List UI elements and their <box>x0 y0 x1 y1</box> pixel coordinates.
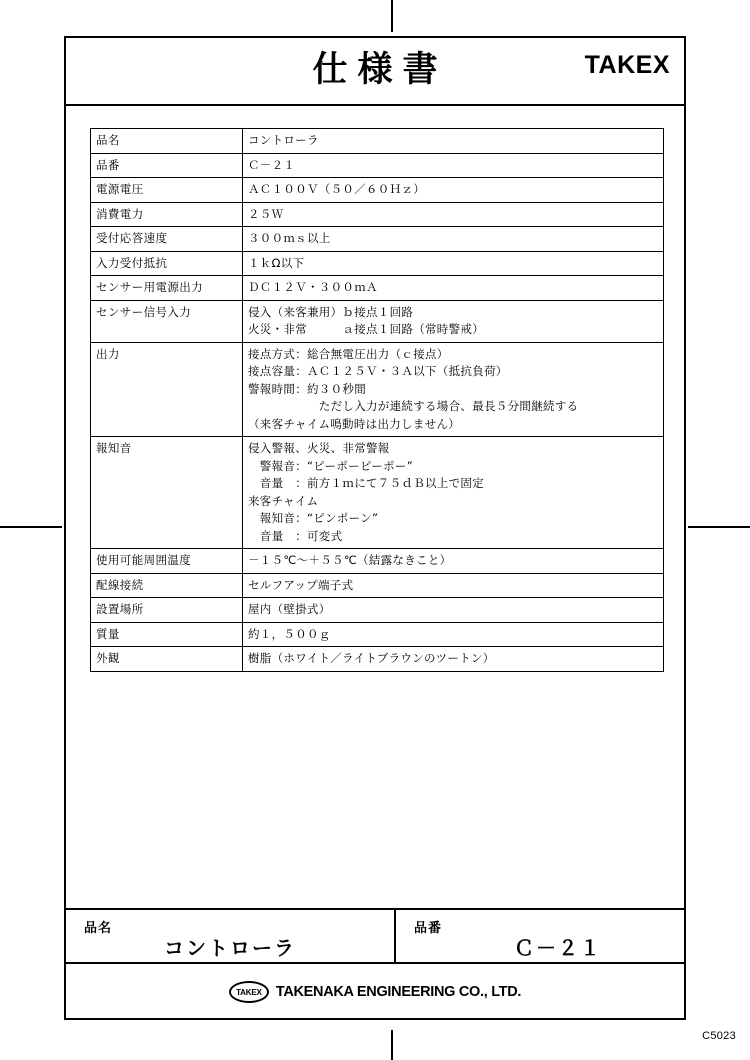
table-row <box>91 437 664 549</box>
spec-value-cell <box>243 276 664 301</box>
spec-key-cell: 出力 <box>91 342 243 437</box>
spec-value-cell <box>243 549 664 574</box>
table-row <box>91 276 664 301</box>
spec-value-line: 報知音：“ピンポーン” <box>248 511 379 525</box>
footer-product-code-value: Ｃ－２１ <box>514 936 602 960</box>
spec-value-cell <box>243 573 664 598</box>
spec-key-cell: 消費電力 <box>91 202 243 227</box>
spec-value-line: 屋内（壁掛式） <box>248 602 331 616</box>
company-name: TAKENAKA ENGINEERING CO., LTD. <box>275 984 522 1000</box>
spec-value-line: Ｃ－２１ <box>248 157 296 172</box>
spec-value-cell <box>243 300 664 342</box>
table-row <box>91 178 664 203</box>
spec-value-line: （来客チャイム鳴動時は出力しません） <box>248 416 461 431</box>
product-identification-block <box>66 908 684 964</box>
spec-value-line: 音量 ：可変式 <box>248 528 343 543</box>
footer-divider <box>394 910 396 962</box>
spec-value-line: ＡＣ１００Ｖ（５０／６０Ｈｚ） <box>248 182 425 196</box>
spec-value-cell <box>243 178 664 203</box>
footer-product-code-label: 品番 <box>414 921 443 936</box>
spec-value-line: 火災・非常 ａ接点１回路（常時警戒） <box>248 322 484 336</box>
spec-value-cell <box>243 598 664 623</box>
spec-key-cell: センサー信号入力 <box>91 300 243 342</box>
crop-mark-bottom <box>391 1030 393 1060</box>
spec-value-cell <box>243 647 664 672</box>
spec-key-cell: 電源電圧 <box>91 178 243 203</box>
crop-mark-right <box>688 526 750 528</box>
spec-value-cell <box>243 251 664 276</box>
spec-value-cell <box>243 437 664 549</box>
spec-value-line: 来客チャイム <box>248 493 319 508</box>
table-row <box>91 129 664 154</box>
spec-key-cell: 品名 <box>91 129 243 154</box>
footer-product-name-label: 品名 <box>84 921 113 936</box>
table-row <box>91 647 664 672</box>
spec-value-line: 警報音：“ピーポーピーポー” <box>248 458 413 473</box>
spec-value-line: ２５Ｗ <box>248 206 284 221</box>
spec-value-line: －１５℃～＋５５℃（結露なきこと） <box>248 553 452 567</box>
specification-sheet <box>64 36 686 1020</box>
specification-table-body <box>91 129 664 672</box>
table-row <box>91 342 664 437</box>
spec-value-cell <box>243 129 664 154</box>
spec-value-line: 侵入警報、火災、非常警報 <box>248 441 390 455</box>
spec-key-cell: 配線接続 <box>91 573 243 598</box>
spec-value-cell <box>243 227 664 252</box>
table-row <box>91 153 664 178</box>
spec-value-cell <box>243 342 664 437</box>
spec-key-cell: 品番 <box>91 153 243 178</box>
page-title: 仕様書 <box>312 50 448 90</box>
table-row <box>91 549 664 574</box>
spec-value-line: ＤＣ１２Ｖ・３００ｍＡ <box>248 280 378 294</box>
title-band <box>66 38 684 106</box>
spec-value-cell <box>243 622 664 647</box>
spec-key-cell: 外観 <box>91 647 243 672</box>
spec-value-line: 約１，５００ｇ <box>248 626 331 641</box>
spec-key-cell: 報知音 <box>91 437 243 549</box>
company-bar <box>66 966 684 1018</box>
table-row <box>91 251 664 276</box>
specification-table <box>90 128 664 672</box>
spec-key-cell: 設置場所 <box>91 598 243 623</box>
takex-oval-logo-text: TAKEX <box>236 987 262 997</box>
spec-value-line: 接点容量：ＡＣ１２５Ｖ・３Ａ以下（抵抗負荷） <box>248 364 508 378</box>
spec-key-cell: 質量 <box>91 622 243 647</box>
spec-value-line: 樹脂（ホワイト／ライトブラウンのツートン） <box>248 651 495 665</box>
table-row <box>91 202 664 227</box>
spec-key-cell: 入力受付抵抗 <box>91 251 243 276</box>
table-row <box>91 622 664 647</box>
document-code: C5023 <box>702 1030 736 1042</box>
crop-mark-left <box>0 526 62 528</box>
crop-mark-top <box>391 0 393 32</box>
spec-key-cell: センサー用電源出力 <box>91 276 243 301</box>
spec-value-line: セルフアップ端子式 <box>248 577 354 592</box>
spec-key-cell: 受付応答速度 <box>91 227 243 252</box>
spec-value-line: 接点方式：総合無電圧出力（ｃ接点） <box>248 346 449 361</box>
spec-value-line: コントローラ <box>248 133 319 147</box>
spec-value-line: 警報時間：約３０秒間 <box>248 381 366 396</box>
table-row <box>91 573 664 598</box>
takex-oval-logo-icon <box>229 981 269 1003</box>
takex-brand-logo: TAKEX <box>584 51 670 79</box>
spec-value-line: ３００ｍｓ以上 <box>248 231 331 245</box>
footer-product-name-value: コントローラ <box>164 936 296 960</box>
spec-value-line: ただし入力が連続する場合、最長５分間継続する <box>248 399 579 413</box>
spec-value-line: 侵入（来客兼用）ｂ接点１回路 <box>248 304 414 319</box>
table-row <box>91 300 664 342</box>
spec-key-cell: 使用可能周囲温度 <box>91 549 243 574</box>
spec-value-cell <box>243 202 664 227</box>
spec-value-line: １ｋΩ以下 <box>248 255 305 270</box>
table-row <box>91 227 664 252</box>
spec-value-line: 音量 ：前方１ｍにて７５ｄＢ以上で固定 <box>248 476 484 490</box>
spec-value-cell <box>243 153 664 178</box>
table-row <box>91 598 664 623</box>
